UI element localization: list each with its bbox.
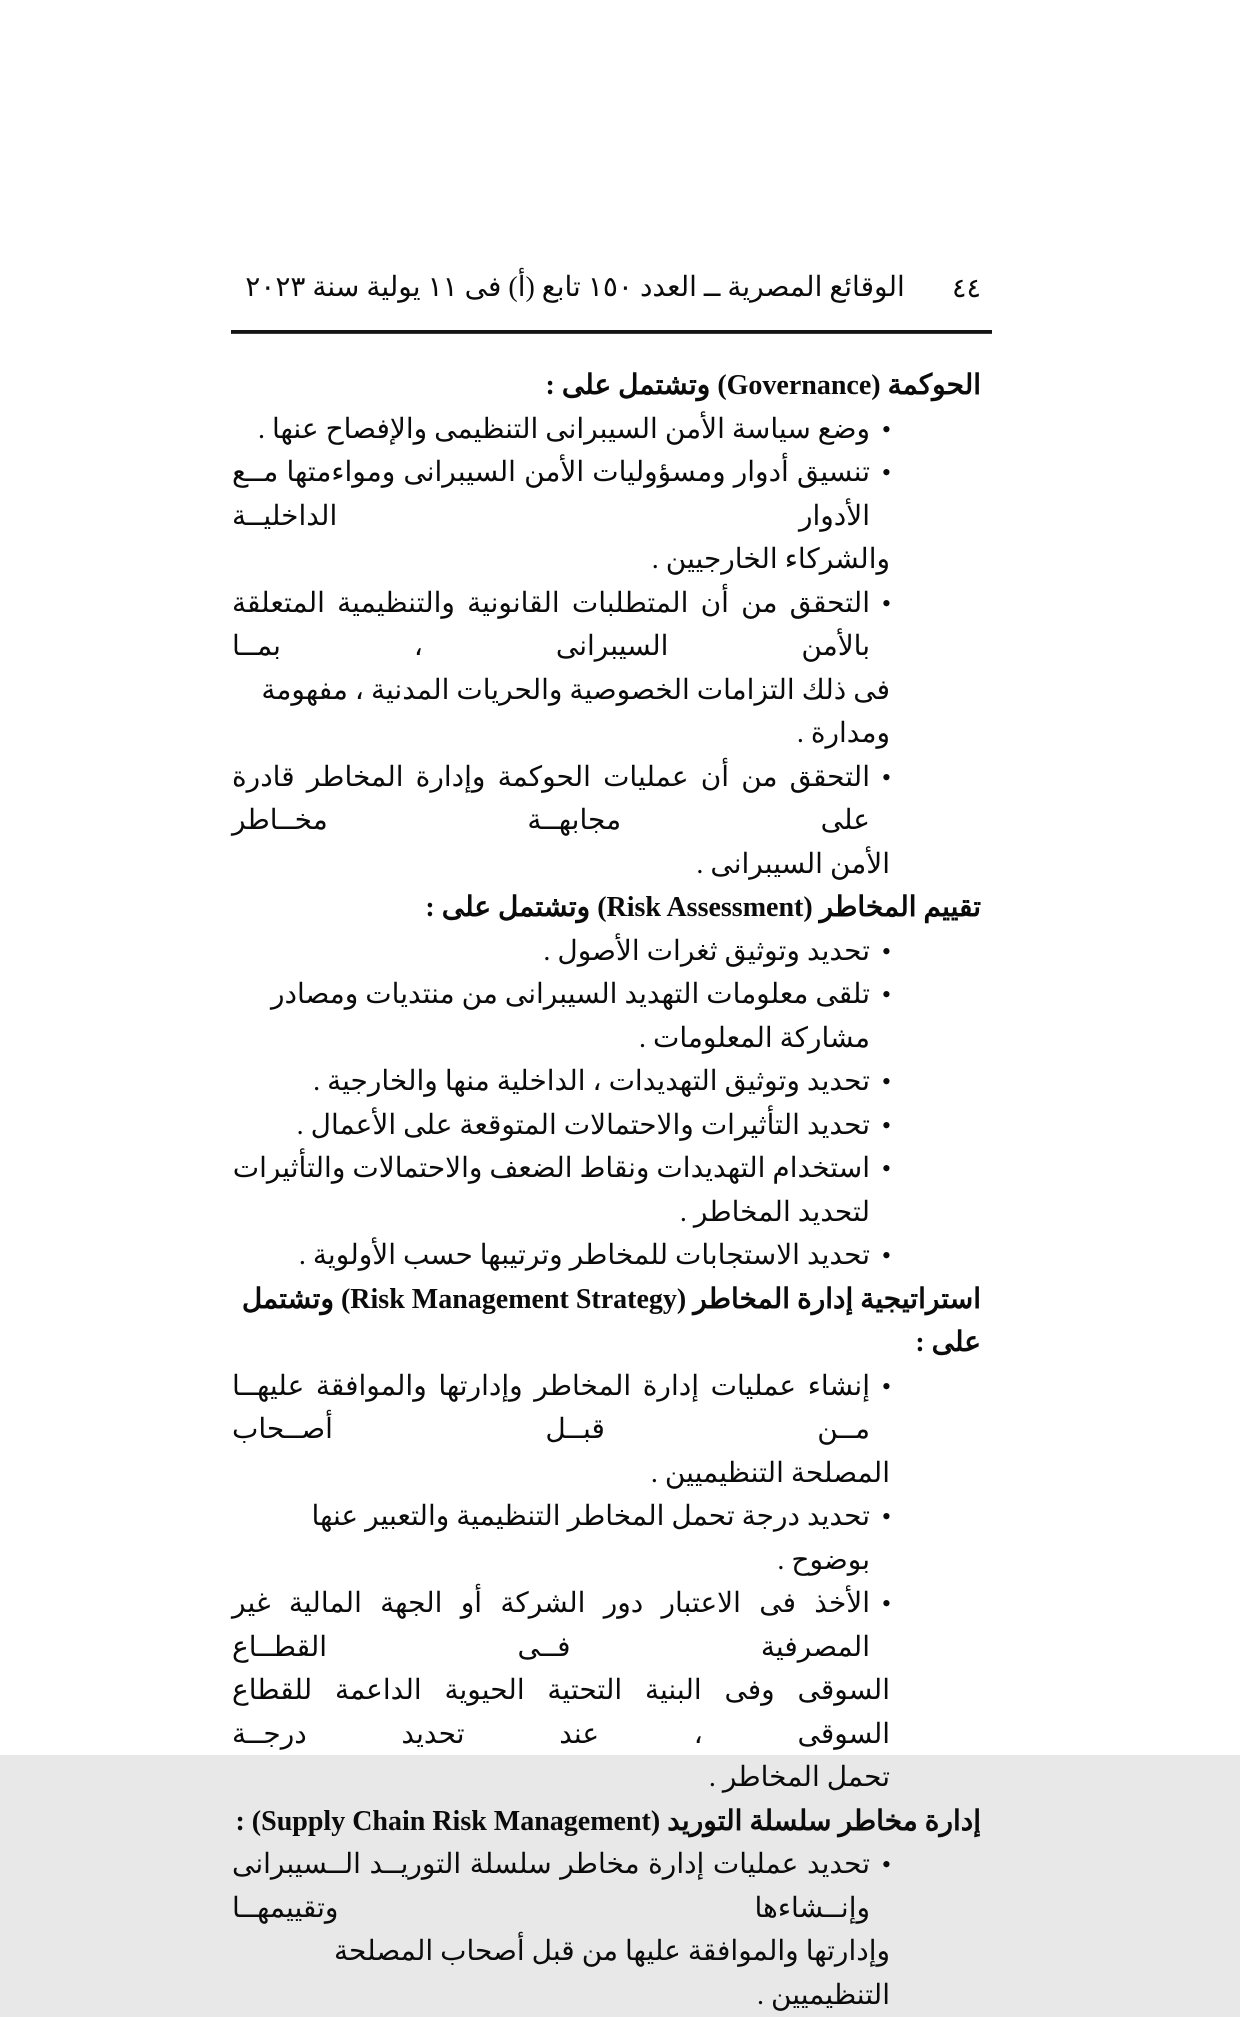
list-item-line: تحمل المخاطر . bbox=[708, 1762, 890, 1793]
list-item-line bbox=[232, 756, 981, 843]
list-item bbox=[232, 1495, 981, 1582]
list-item-line: وإدارتها والموافقة عليها من قبل أصحاب المصلحة التنظيميين . bbox=[334, 1936, 890, 2011]
list-item-line: السوقى وفى البنية التحتية الحيوية الداعمة للقطاع السوقى ، عند تحديد درجــة bbox=[232, 1675, 890, 1750]
list-item-text: تحديد درجة تحمل المخاطر التنظيمية والتعبير عنها بوضوح . bbox=[311, 1501, 870, 1576]
list-item-text: تحديد التأثيرات والاحتمالات المتوقعة على الأعمال . bbox=[296, 1109, 870, 1141]
list-item-line bbox=[232, 451, 981, 538]
list-item-text: الأخذ فى الاعتبار دور الشركة أو الجهة المالية غير المصرفية فــى القطــاع bbox=[232, 1588, 870, 1663]
list-item-line: المصلحة التنظيميين . bbox=[650, 1457, 890, 1489]
list-item bbox=[232, 1843, 981, 2017]
section-heading-risk-assessment: تقييم المخاطر (Risk Assessment) وتشتمل على : bbox=[425, 892, 981, 923]
list-item bbox=[232, 1060, 981, 1104]
list-item-line bbox=[232, 1843, 981, 1930]
list-item-line: فى ذلك التزامات الخصوصية والحريات المدنية ، مفهومة ومدارة . bbox=[261, 674, 890, 749]
list-item bbox=[232, 1582, 981, 1800]
list-item-text: تحديد عمليات إدارة مخاطر سلسلة التوريــد الــسيبرانى وإنــشاءها وتقييمهــا bbox=[232, 1849, 870, 1924]
list-item bbox=[232, 930, 981, 974]
list-item-line bbox=[232, 930, 981, 974]
list-item bbox=[232, 408, 981, 452]
list-item-text: وضع سياسة الأمن السيبرانى التنظيمى والإفصاح عنها . bbox=[257, 413, 870, 445]
bullet-icon: • bbox=[881, 414, 891, 444]
page-number: ٤٤ bbox=[951, 273, 981, 303]
section-heading-supply-chain: إدارة مخاطر سلسلة التوريد (Supply Chain Risk Management) : bbox=[235, 1805, 981, 1837]
list-item bbox=[232, 1234, 981, 1278]
list-item-text: التحقق من أن عمليات الحوكمة وإدارة المخاطر قادرة على مجابهــة مخــاطر bbox=[232, 761, 870, 836]
list-item bbox=[232, 451, 981, 582]
bullet-icon: • bbox=[881, 1502, 891, 1531]
bullet-icon: • bbox=[881, 458, 891, 487]
bullet-icon: • bbox=[881, 588, 891, 618]
section-heading-risk-management-strategy: استراتيجية إدارة المخاطر (Risk Management Strategy) وتشتمل على : bbox=[241, 1283, 981, 1358]
list-item-line bbox=[232, 1495, 981, 1582]
list-item bbox=[232, 1365, 981, 1496]
list-item-line bbox=[232, 1582, 981, 1669]
list-item-line bbox=[232, 1234, 981, 1278]
list-item-line bbox=[232, 1365, 981, 1452]
list-item-text: تحديد وتوثيق ثغرات الأصول . bbox=[543, 935, 870, 967]
list-item-text: إنشاء عمليات إدارة المخاطر وإدارتها والموافقة عليهــا مــن قبــل أصــحاب bbox=[232, 1370, 870, 1445]
list-item-line: الأمن السيبرانى . bbox=[696, 848, 890, 880]
section-heading-governance: الحوكمة (Governance) وتشتمل على : bbox=[545, 370, 981, 401]
bullet-icon: • bbox=[881, 1110, 891, 1140]
list-item-line bbox=[232, 582, 981, 669]
bullet-icon: • bbox=[881, 1241, 891, 1270]
bullet-icon: • bbox=[881, 936, 891, 966]
document-body bbox=[232, 364, 981, 2017]
page-header bbox=[232, 268, 981, 308]
list-item-line bbox=[232, 973, 981, 1060]
list-item-text: تحديد وتوثيق التهديدات ، الداخلية منها والخارجية . bbox=[313, 1066, 870, 1097]
list-item-line bbox=[232, 408, 981, 452]
bullet-icon: • bbox=[881, 1850, 891, 1879]
list-item-line bbox=[232, 1147, 981, 1234]
bullet-icon: • bbox=[881, 980, 891, 1009]
list-item-text: تلقى معلومات التهديد السيبرانى من منتديات ومصادر مشاركة المعلومات . bbox=[270, 979, 870, 1054]
bullet-icon: • bbox=[881, 1589, 891, 1618]
list-item-text: استخدام التهديدات ونقاط الضعف والاحتمالات والتأثيرات لتحديد المخاطر . bbox=[232, 1153, 870, 1228]
bullet-icon: • bbox=[881, 762, 891, 792]
list-item-line bbox=[232, 1060, 981, 1104]
header-rule bbox=[231, 330, 992, 334]
bullet-icon: • bbox=[881, 1371, 891, 1401]
list-item-text: التحقق من أن المتطلبات القانونية والتنظيمية المتعلقة بالأمن السيبرانى ، بمــا bbox=[232, 587, 870, 662]
bullet-icon: • bbox=[881, 1154, 891, 1183]
list-item-text: تحديد الاستجابات للمخاطر وترتيبها حسب الأولوية . bbox=[298, 1240, 870, 1271]
list-item-line: والشركاء الخارجيين . bbox=[651, 544, 890, 575]
bullet-icon: • bbox=[881, 1067, 891, 1096]
list-item-line bbox=[232, 1104, 981, 1148]
list-item bbox=[232, 1104, 981, 1148]
list-item bbox=[232, 973, 981, 1060]
header-title: الوقائع المصرية ــ العدد ١٥٠ تابع (أ) فى ١١ يولية سنة ٢٠٢٣ bbox=[245, 272, 905, 303]
list-item bbox=[232, 756, 981, 887]
list-item bbox=[232, 582, 981, 756]
list-item-text: تنسيق أدوار ومسؤوليات الأمن السيبرانى ومواءمتها مــع الأدوار الداخليــة bbox=[232, 457, 870, 532]
list-item bbox=[232, 1147, 981, 1234]
